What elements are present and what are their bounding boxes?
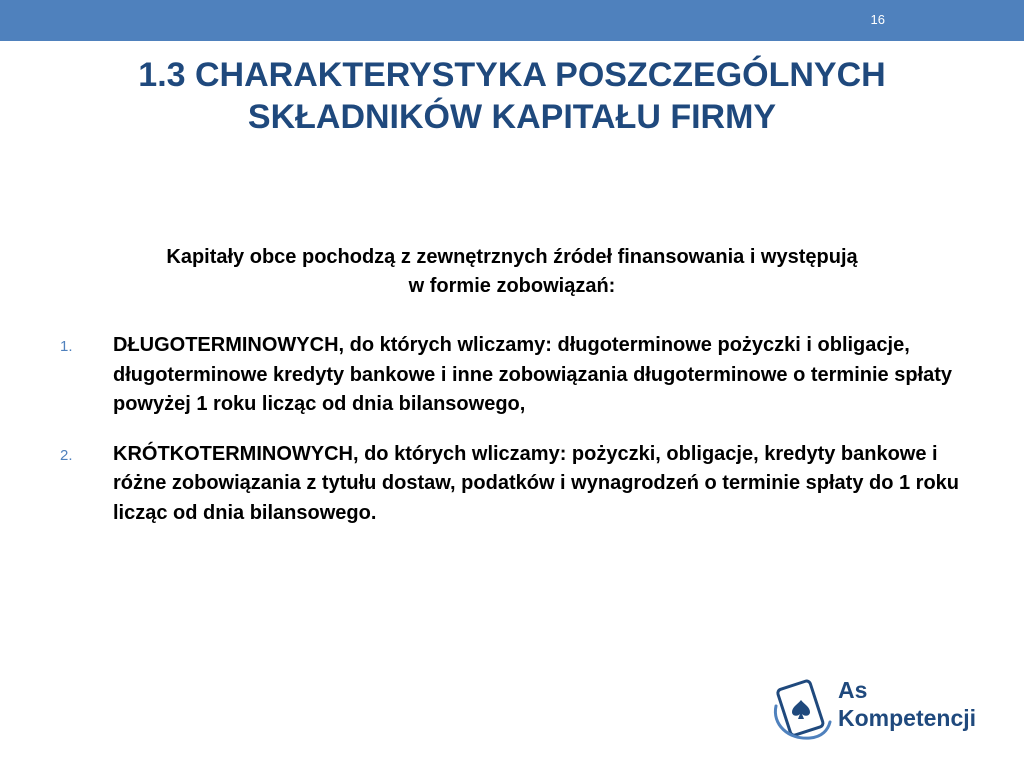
logo-text <box>838 676 976 732</box>
top-bar <box>0 0 1024 41</box>
list-marker: 2. <box>60 446 73 464</box>
slide-title: 1.3 CHARAKTERYSTYKA POSZCZEGÓLNYCH SKŁADNIKÓW KAPITAŁU FIRMY <box>138 56 886 136</box>
slide-number: 16 <box>870 12 885 27</box>
numbered-list <box>60 331 970 548</box>
intro-text <box>50 243 974 301</box>
list-item-short-term <box>60 440 970 529</box>
list-item-text: DŁUGOTERMINOWYCH, do których wliczamy: długoterminowe pożyczki i obligacje, długoterminowe kredyty bankowe i inne zobowiązania długoterminowe o terminie spłaty powyżej 1 roku licząc od dnia bilansowego, <box>113 334 953 415</box>
list-item-text: KRÓTKOTERMINOWYCH, do których wliczamy: pożyczki, obligacje, kredyty bankowe i różne zobowiązania z tytułu dostaw, podatków i wynagrodzeń o terminie spłaty do 1 roku licząc od dnia bilansowego. <box>113 442 960 524</box>
logo-line-1: As <box>838 677 868 703</box>
intro-line-2: w formie zobowiązań: <box>408 275 616 297</box>
logo <box>770 672 1000 742</box>
intro-line-1: Kapitały obce pochodzą z zewnętrznych źródeł finansowania i występują <box>166 246 858 268</box>
logo-line-2: Kompetencji <box>838 705 977 731</box>
list-marker: 1. <box>60 338 73 355</box>
list-item-long-term <box>60 331 970 420</box>
spade-card-icon <box>770 672 832 742</box>
